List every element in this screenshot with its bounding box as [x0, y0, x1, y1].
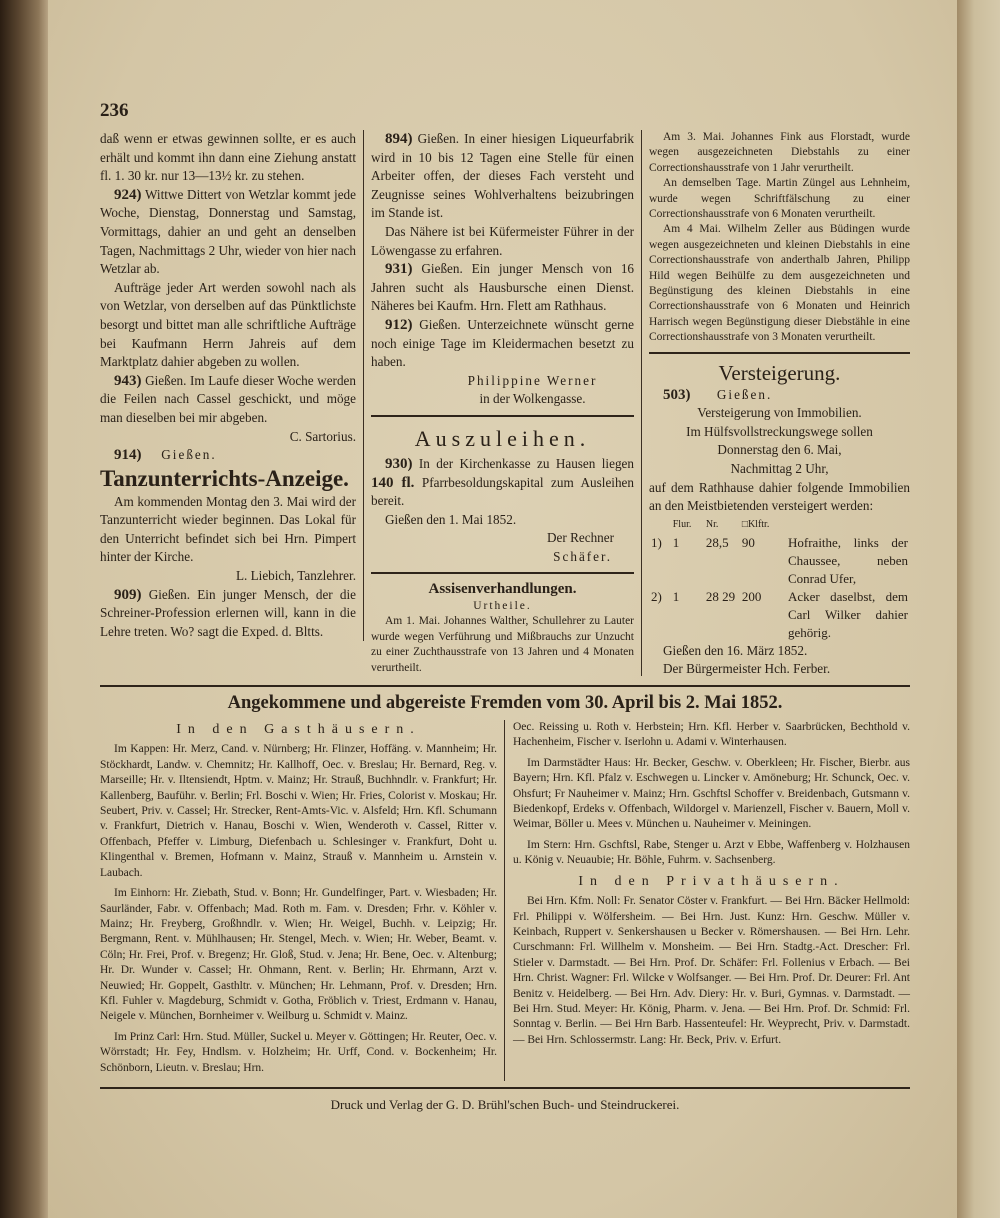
auction-subheading: Versteigerung von Immobilien. — [697, 405, 862, 421]
section-rule — [649, 352, 910, 354]
section-rule — [100, 1087, 910, 1089]
inns-heading: In den Gasthäusern. — [176, 722, 421, 738]
inn-kappen: Im Kappen: Hr. Merz, Cand. v. Nürnberg; Hr. Flinzer, Hoffäng. v. Mannheim; Hr. Stöckhardt, Landw. v. Chemnitz; Hr. Kallhoff, Oec. v. Breslau; Hr. Bernard, Reg. v. Marseille; Hr. v. Iltensiendt, Hptm. v. Mainz; Hr. Strauß, Buchhndlr. v. Frankfurt; Hr. Kallenberg, Bauführ. v. Berlin; Frl. Boschi v. Wien; Hr. Fries, Colorist v. Moskau; Hr. Seubert, Priv. v. Cassel; Hr. Strecker, Rent-Amts-Vic. v. Alsfeld; Hrn. Kfl. Schumann v. Frankfurt, Dietrich v. Hanau, Boschi v. Wien, Wenderoth v. Cassel, Ritter v. Offenbach, Pfeffer v. Limburg, Diefenbach u. Schlesinger v. Frankfurt, Doht u. Klingenthal v. Bremen, Hofmann v. Mainz, Strauß v. Mannheim u. Arnstein v. Laubach. — [100, 743, 497, 879]
ad-914-signature: L. Liebich, Tanzlehrer. — [235, 568, 356, 584]
strangers-title: Angekommene und abgereiste Fremden vom 30. April bis 2. Mai 1852. — [227, 693, 783, 714]
auction-text: auf dem Rathhause dahier folgende Immobilien an den Meistbietenden versteigert werden: — [649, 479, 910, 514]
inn-prinz-carl-continued: Oec. Reissing u. Roth v. Herbstein; Hrn. Kfl. Herber v. Saarbrücken, Bechthold v. Hachenheim, Fischer v. Iserlohn u. Adami v. Winterhausen. — [513, 721, 910, 749]
advertisement-section — [100, 130, 910, 679]
column-1 — [100, 130, 364, 641]
auction-line: Im Hülfsvollstreckungswege sollen — [686, 423, 873, 439]
strangers-column-2 — [505, 720, 910, 1053]
inn-darmstaedter-haus: Im Darmstädter Haus: Hr. Becker, Geschw. v. Oberkleen; Hr. Fischer, Bierbr. aus Bayern; Hrn. Kfl. Pfalz v. Eschwegen u. Lincker v. Amöneburg; Hr. Schunck, Oec. v. Ohsfurt; Fr Nauheimer v. Mainz; Hrn. Gschftsl Schoffer v. Breidenbach, Gutsmann v. Biedenkopf, Erdeks v. Offenbach, Wildorgel v. Marienzell, Fischer v. Bauern, Moll v. Weimar, Böller u. Mees v. München u. Nauheimer v. Meiningen. — [513, 756, 910, 831]
assizes-subheading: Urtheile. — [473, 600, 532, 613]
section-rule — [371, 572, 634, 574]
strangers-column-1 — [100, 720, 505, 1081]
inn-stern: Im Stern: Hrn. Gschftsl, Rabe, Stenger u. Arzt v Ebbe, Waffenberg v. Holzhausen u. König v. Neuaubie; Hr. Böhle, Fuhrm. v. Sachsenberg. — [513, 838, 910, 867]
ad-912: 912) Gießen. Unterzeichnete wünscht gerne noch einige Tage im Kleidermachen besetzt zu haben. — [371, 316, 634, 370]
auction-table-row: 2) 1 28 29 200 Acker daselbst, dem Carl Wilker dahier gehörig. — [651, 588, 908, 640]
ad-914-body: Am kommenden Montag den 3. Mai wird der Tanzunterricht wieder beginnen. Das Lokal für den Unterricht befindet sich bei Hrn. Pimpert hinter der Kirche. — [100, 493, 356, 565]
auction-table-row: 1) 1 28,5 90 Hofraithe, links der Chaussee, neben Conrad Ufer, — [651, 534, 908, 586]
section-rule — [371, 415, 634, 417]
loan-notice: 930) In der Kirchenkasse zu Hausen liegen 140 fl. Pfarrbesoldungskapital zum Ausleihen bereit. — [371, 455, 635, 509]
auction-heading: Versteigerung. — [718, 360, 841, 385]
ad-924-body: Aufträge jeder Art werden sowohl nach als von Wetzlar, von derselben auf das Pünktlichste besorgt und bittet man alle schriftliche Aufträge bei Kaufmann Herrn Jahreis auf dem Marktplatz dahier abgeben zu wollen. — [100, 279, 356, 370]
verdict-paragraph: An demselben Tage. Martin Züngel aus Lehnheim, wurde wegen Schriftfälschung zu einer Correctionshausstrafe von 6 Monaten verurtheilt. — [649, 177, 910, 221]
column-3 — [642, 130, 910, 679]
private-houses: Bei Hrn. Kfm. Noll: Fr. Senator Cöster v. Frankfurt. — Bei Hrn. Bäcker Hellmold: Frl. Philippi v. Wölfersheim. — Bei Hrn. Just. Kunz: Hrn. Geschw. Müller v. Keinbach, Ruppert v. Senkershausen u Becker v. Römershausen. — Bei Hrn. Lehr. Curschmann: Frl. Willhelm v. Monsheim. — Bei Hrn. Stadtg.-Act. Drescher: Frl. Stieler v. Darmstadt. — Bei Hrn. Prof. Dr. Schäfer: Frl. Follenius v Erbach. — Bei Hrn. Christ. Wagner: Frl. Wilcke v Wolfsanger. — Bei Hrn. Prof. Dr. Deurer: Frl. Ant Benitz v. Heidelberg. — Bei Hrn. Adv. Diery: Hr. v. Buri, Gymnas. v. Darmstadt. — Bei Hrn. Stud. Meyer: Hr. König, Pharm. v. Jena. — Bei Hrn. Prof. Dr. Schmid: Frl. Sonntag v. Berlin. — Bei Hrn Barb. Hassenteufel: Hr. Weyprecht, Priv. v. Darmstadt. — Bei Hrn. Schlossermstr. Lang: Hr. Beck, Priv. v. Erfurt. — [513, 895, 910, 1046]
loan-heading: Auszuleihen. — [414, 425, 591, 451]
auction-date: Donnerstag den 6. Mai, — [717, 442, 842, 458]
ad-914-title: Tanzunterrichts-Anzeige. — [100, 465, 349, 491]
ad-912-signature: Philippine Werner — [467, 372, 598, 388]
ad-931: 931) Gießen. Ein junger Mensch von 16 Jahren sucht als Hausbursche einen Dienst. Näheres bei Kaufm. Hrn. Flett am Rathhaus. — [371, 261, 635, 314]
ad-924: 924) Wittwe Dittert von Wetzlar kommt jede Woche, Dienstag, Donnerstag und Samstag, Vormittags, dahier an und geht an denselben Tagen, Nachmittags 2 Uhr, wieder von hier nach Wetzlar ab. — [100, 186, 356, 277]
page-number: 236 — [100, 100, 129, 121]
loan-signature-title: Der Rechner — [547, 530, 614, 546]
section-rule — [100, 685, 910, 687]
ad-943-signature: C. Sartorius. — [289, 428, 356, 444]
assizes-heading: Assisenverhandlungen. — [428, 581, 577, 598]
ad-914-header: 914) Gießen. — [114, 447, 217, 464]
loan-signature-name: Schäfer. — [553, 548, 612, 564]
printer-imprint: Druck und Verlag der G. D. Brühl'schen Buch- und Steindruckerei. — [330, 1096, 680, 1112]
ad-909: 909) Gießen. Ein junger Mensch, der die Schreiner-Profession erlernen will, kann in die Lehre treten. Wo? sagt die Exped. d. Bltts. — [100, 586, 356, 639]
newspaper-page — [48, 0, 957, 1218]
auction-time: Nachmittag 2 Uhr, — [730, 461, 829, 477]
inn-prinz-carl: Im Prinz Carl: Hrn. Stud. Müller, Suckel u. Meyer v. Göttingen; Hr. Reuter, Oec. v. Wörrstadt; Hr. Fey, Hndlsm. v. Holzheim; Hr. Urff, Cond. v. Bockenheim; Hr. Schönborn, Lieutn. v. Breslau; Hrn. — [100, 1030, 497, 1074]
auction-number: 503) Gießen. — [663, 386, 773, 403]
facing-page-edge — [957, 0, 1000, 1218]
auction-closing-date: Gießen den 16. März 1852. — [663, 642, 808, 658]
ad-894: 894) Gießen. In einer hiesigen Liqueurfabrik wird in 10 bis 12 Tagen eine Stelle für einen Arbeiter offen, der dieses Fach versteht und Zeugnisse seines Wohlverhaltens beizubringen im Stande ist. — [371, 131, 635, 221]
inn-einhorn: Im Einhorn: Hr. Ziebath, Stud. v. Bonn; Hr. Gundelfinger, Part. v. Wiesbaden; Hr. Saurländer, Fabr. v. Offenbach; Mad. Roth m. Fam. v. Dresden; Frhr. v. Köhler v. Mainz; Hr. Freyberg, Großhndlr. v. Wien; Hr. Weigel, Buchh. v. Leipzig; Hr. Bergmann, Rent. v. Mühlhausen; Hr. Stengel, Mech. v. Wien; Hr. Weber, Beamt. v. Cöln; Hr. Frei, Prof. v. Bregenz; Hr. Gloß, Stud. v. Jena; Hr. Bene, Oec. v. Altenburg; Hr. Dr. Wunder v. Cassel; Hr. Ohmann, Rent. v. Berlin; Hr. Ehrmann, Arzt v. Neuwied; Hr. Goppelt, Gasthltr. v. München; Hr. Lehmann, Prof. v. Dresden; Hrn. Kfl. Fuhler v. Magdeburg, Schmidt v. Gotha, Fröblich v. Triest, Erdmann v. Hanau, Neigele v. München, Bornheimer v. Weilburg u. Schmidt v. Mainz. — [100, 887, 497, 1023]
verdict-paragraph: Am 3. Mai. Johannes Fink aus Florstadt, wurde wegen ausgezeichneten Diebstahls zu einer Correctionshausstrafe von 1 Jahr verurtheilt. — [649, 131, 910, 174]
private-houses-heading: In den Privathäusern. — [578, 873, 845, 889]
ad-912-address: in der Wolkengasse. — [479, 391, 586, 407]
ad-894-body: Das Nähere ist bei Küfermeister Führer in der Löwengasse zu erfahren. — [371, 223, 634, 258]
verdict-paragraph: Am 4 Mai. Wilhelm Zeller aus Büdingen wurde wegen ausgezeichneten und kleinen Diebstahls in eine Correctionshausstrafe von anderthalb Jahren, Philipp Hild wegen Beihülfe zu dem ausgezeichneten und Begünstigung des kleinen Diebstahls in eine Correctionshausstrafe von 6 Monaten und Heinrich Harrisch wegen Begünstigung dieser Diebstähle in eine Correctionshausstrafe von 3 Monaten verurtheilt. — [649, 223, 910, 344]
continued-text: daß wenn er etwas gewinnen sollte, er es auch erhält und kommt ihn dann eine Ziehung anstatt fl. 1. 30 kr. nur 13—13½ kr. zu stehen. — [100, 131, 356, 184]
auction-table — [649, 516, 910, 642]
column-2 — [364, 130, 642, 676]
strangers-section — [100, 720, 910, 1081]
ad-943: 943) Gießen. Im Laufe dieser Woche werden die Feilen nach Cassel geschickt, und möge man dieselben bei mir abgeben. — [100, 372, 356, 425]
loan-date: Gießen den 1. Mai 1852. — [385, 511, 517, 527]
book-gutter — [0, 0, 48, 1218]
assizes-verdict: Am 1. Mai. Johannes Walther, Schullehrer zu Lauter wurde wegen Verführung und Mißbrauchs zur Unzucht zu einer Zuchthausstrafe von 13 Jahren und 4 Monaten verurtheilt. — [371, 615, 634, 674]
auction-signature: Der Bürgermeister Hch. Ferber. — [663, 661, 831, 677]
auction-table-header: Flur. Nr. □Klftr. — [672, 518, 770, 530]
